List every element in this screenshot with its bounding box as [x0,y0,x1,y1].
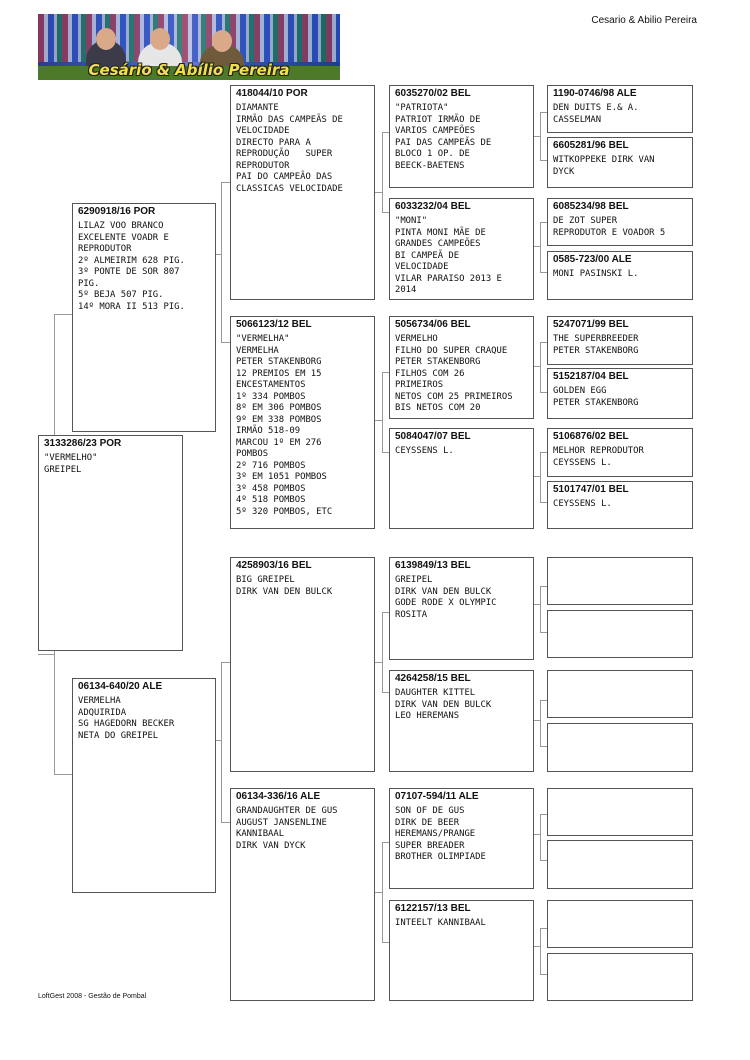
pigeon-card-dam-sire [230,557,375,772]
pigeon-card-sss [389,85,534,188]
connector-line [540,632,547,633]
pigeon-info: DIAMANTE IRMÃO DAS CAMPEÃS DE VELOCIDADE DIRECTO PARA A REPRODUÇÃO SUPER REPRODUTOR PAI DO CAMPEÃO DAS CLASSICAS VELOCIDADE [236,103,343,194]
connector-line [375,662,382,663]
connector-line [540,222,547,223]
connector-line [38,654,54,655]
connector-line [534,136,540,137]
connector-line [540,700,547,701]
ring-number: 5247071/99 BEL [553,319,629,330]
pigeon-card-sdd [389,428,534,529]
connector-line [382,942,389,943]
pigeon-card-dsd [389,670,534,772]
ring-number: 0585-723/00 ALE [553,254,632,265]
connector-line [221,822,230,823]
connector-line [540,860,547,861]
pigeon-card-sds [389,316,534,419]
empty-pigeon-card [547,953,693,1001]
connector-line [534,834,540,835]
connector-line [540,452,547,453]
connector-line [221,182,222,342]
ring-number: 6139849/13 BEL [395,560,471,571]
empty-pigeon-card [547,610,693,658]
ring-number: 5084047/07 BEL [395,431,471,442]
pigeon-card-subject [38,435,183,651]
pigeon-info: "VERMELHA" VERMELHA PETER STAKENBORG 12 PREMIOS EM 15 ENCESTAMENTOS 1º 334 POMBOS 8º EM 306 POMBOS 9º EM 338 POMBOS IRMÃO 518-09 MARCOU 1º EM 276 POMBOS 2º 716 POMBOS 3º EM 1051 POMBOS 3º 458 POMBOS 4º 518 POMBOS 5º 320 POMBOS, ETC [236,334,333,517]
empty-pigeon-card [547,557,693,605]
connector-line [540,392,547,393]
pigeon-info: GRANDAUGHTER DE GUS AUGUST JANSENLINE KANNIBAAL DIRK VAN DYCK [236,806,338,851]
pigeon-card-ssd [389,198,534,300]
pigeon-info: DE ZOT SUPER REPRODUTOR E VOADOR 5 [553,216,666,238]
connector-line [534,946,540,947]
pigeon-info: CEYSSENS L. [553,499,612,509]
connector-line [375,892,382,893]
person-head [212,30,232,52]
pigeon-card-ddd [389,900,534,1001]
ring-number: 5152187/04 BEL [553,371,629,382]
connector-line [540,746,547,747]
connector-line [534,476,540,477]
connector-line [54,314,72,315]
connector-line [540,342,541,392]
connector-line [216,254,221,255]
pigeon-card-sdsd [547,368,693,419]
pigeon-card-sdds [547,428,693,477]
owner-name: Cesario & Abilio Pereira [591,15,697,26]
connector-line [382,612,383,692]
connector-line [382,612,389,613]
ring-number: 06134-336/16 ALE [236,791,321,802]
pigeon-info: DAUGHTER KITTEL DIRK VAN DEN BULCK LEO HEREMANS [395,688,492,721]
pigeon-info: THE SUPERBREEDER PETER STAKENBORG [553,334,639,356]
pigeon-info: WITKOPPEKE DIRK VAN DYCK [553,155,655,177]
ring-number: 6085234/98 BEL [553,201,629,212]
pigeon-info: VERMELHA ADQUIRIDA SG HAGEDORN BECKER NETA DO GREIPEL [78,696,175,741]
logo-banner [38,14,340,80]
ring-number: 6605281/96 BEL [553,140,629,151]
pigeon-info: GREIPEL DIRK VAN DEN BULCK GODE RODE X OLYMPIC ROSITA [395,575,497,620]
pigeon-info: BIG GREIPEL DIRK VAN DEN BULCK [236,575,333,597]
ring-number: 4264258/15 BEL [395,673,471,684]
pigeon-card-dam [72,678,216,893]
pigeon-info: MONI PASINSKI L. [553,269,639,279]
pigeon-card-dds [389,788,534,889]
pigeon-info: "VERMELHO" GREIPEL [44,453,98,475]
connector-line [540,814,547,815]
connector-line [54,774,72,775]
ring-number: 5056734/06 BEL [395,319,471,330]
pigeon-card-sire-dam [230,316,375,529]
connector-line [382,452,389,453]
connector-line [382,372,383,452]
pigeon-info: SON OF DE GUS DIRK DE BEER HEREMANS/PRANGE SUPER BREADER BROTHER OLIMPIADE [395,806,486,862]
connector-line [540,928,541,974]
connector-line [540,974,547,975]
connector-line [540,502,547,503]
ring-number: 6035270/02 BEL [395,88,471,99]
empty-pigeon-card [547,840,693,889]
logo-title: Cesário & Abílio Pereira [88,61,290,79]
footer-credit: LoftGest 2008 - Gestão de Pombal [38,993,147,1000]
pigeon-card-sssd [547,137,693,188]
pigeon-card-dss [389,557,534,660]
connector-line [382,842,383,942]
pigeon-card-dam-dam [230,788,375,1001]
connector-line [540,814,541,860]
connector-line [221,342,230,343]
connector-line [540,112,541,160]
connector-line [540,222,541,272]
connector-line [540,160,547,161]
connector-line [382,842,389,843]
person-head [96,28,116,50]
empty-pigeon-card [547,788,693,836]
pigeon-info: GOLDEN EGG PETER STAKENBORG [553,386,639,408]
connector-line [221,662,230,663]
ring-number: 5106876/02 BEL [553,431,629,442]
pigeon-info: LILAZ VOO BRANCO EXCELENTE VOADR E REPRODUTOR 2º ALMEIRIM 628 PIG. 3º PONTE DE SOR 807 PIG. 5º BEJA 507 PIG. 14º MORA II 513 PIG. [78,221,185,312]
pigeon-info: "PATRIOTA" PATRIOT IRMÃO DE VARIOS CAMPEÕES PAI DAS CAMPEÃS DE BLOCO 1 OP. DE BEECK-BAETENS [395,103,492,171]
empty-pigeon-card [547,670,693,718]
connector-line [382,132,383,212]
ring-number: 07107-594/11 ALE [395,791,479,802]
connector-line [221,182,230,183]
connector-line [534,366,540,367]
ring-number: 6290918/16 POR [78,206,156,217]
ring-number: 06134-640/20 ALE [78,681,163,692]
connector-line [540,700,541,746]
connector-line [540,586,547,587]
connector-line [382,132,389,133]
connector-line [216,740,221,741]
empty-pigeon-card [547,723,693,772]
connector-line [382,692,389,693]
connector-line [540,452,541,502]
ring-number: 3133286/23 POR [44,438,122,449]
ring-number: 5101747/01 BEL [553,484,629,495]
pigeon-card-ssss [547,85,693,133]
ring-number: 4258903/16 BEL [236,560,312,571]
connector-line [375,420,382,421]
ring-number: 1190-0746/98 ALE [553,88,637,99]
ring-number: 6122157/13 BEL [395,903,471,914]
connector-line [534,604,540,605]
pigeon-info: CEYSSENS L. [395,446,454,456]
pigeon-card-sire-sire [230,85,375,300]
person-head [150,28,170,50]
pigeon-card-sddd [547,481,693,529]
scarves-background [38,14,340,62]
connector-line [540,342,547,343]
ring-number: 6033232/04 BEL [395,201,471,212]
connector-line [382,372,389,373]
connector-line [375,192,382,193]
connector-line [534,720,540,721]
pigeon-info: DEN DUITS E.& A. CASSELMAN [553,103,639,125]
connector-line [540,928,547,929]
connector-line [382,212,389,213]
connector-line [534,246,540,247]
connector-line [540,112,547,113]
connector-line [540,586,541,632]
pigeon-info: "MONI" PINTA MONI MÃE DE GRANDES CAMPEÕES BI CAMPEÃ DE VELOCIDADE VILAR PARAISO 2013 E 2014 [395,216,502,295]
connector-line [540,272,547,273]
pigeon-card-sire [72,203,216,432]
empty-pigeon-card [547,900,693,948]
pigeon-card-ssds [547,198,693,246]
pigeon-info: MELHOR REPRODUTOR CEYSSENS L. [553,446,644,468]
pigeon-info: INTEELT KANNIBAAL [395,918,486,928]
pigeon-info: VERMELHO FILHO DO SUPER CRAQUE PETER STAKENBORG FILHOS COM 26 PRIMEIROS NETOS COM 25 PRIMEIROS BIS NETOS COM 20 [395,334,513,413]
ring-number: 418044/10 POR [236,88,308,99]
connector-line [221,662,222,822]
pigeon-card-sdss [547,316,693,365]
pigeon-card-ssdd [547,251,693,300]
ring-number: 5066123/12 BEL [236,319,312,330]
